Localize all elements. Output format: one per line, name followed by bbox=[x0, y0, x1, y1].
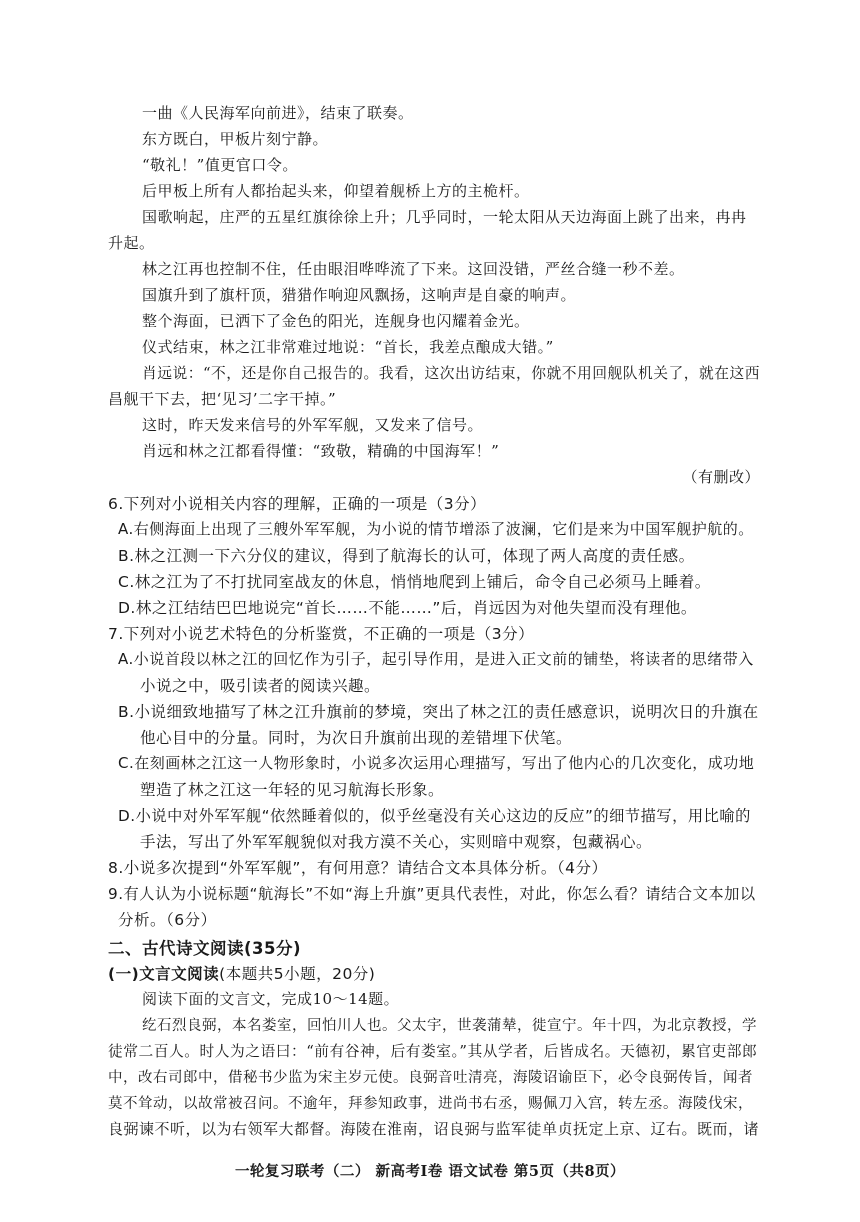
edit-note: （有删改） bbox=[682, 468, 760, 486]
question-7: 7.下列对小说艺术特色的分析鉴赏，不正确的一项是（3分） bbox=[108, 625, 535, 643]
question-7-option-a: A.小说首段以林之江的回忆作为引子，起引导作用，是进入正文前的铺垫，将读者的思绪带入 bbox=[118, 650, 754, 668]
question-7-option-d: D.小说中对外军军舰“依然睡着似的，似乎丝毫没有关心这边的反应”的细节描写，用比喻的 bbox=[118, 807, 751, 825]
reading-instruction: 阅读下面的文言文，完成10～14题。 bbox=[142, 990, 400, 1008]
question-8: 8.小说多次提到“外军军舰”，有何用意？请结合文本具体分析。（4分） bbox=[108, 859, 608, 877]
story-paragraph: 东方既白，甲板片刻宁静。 bbox=[142, 130, 329, 148]
story-paragraph: 林之江再也控制不住，任由眼泪哗哗流了下来。这回没错，严丝合缝一秒不差。 bbox=[142, 260, 685, 278]
question-7-option-b-continued: 他心目中的分量。同时，为次日升旗前出现的差错埋下伏笔。 bbox=[140, 729, 573, 747]
story-paragraph: 这时，昨天发来信号的外军军舰，又发来了信号。 bbox=[142, 416, 484, 434]
question-7-option-b: B.小说细致地描写了林之江升旗前的梦境，突出了林之江的责任感意识，说明次日的升旗在 bbox=[118, 703, 759, 721]
question-7-option-d-continued: 手法，写出了外军军舰貌似对我方漠不关心，实则暗中观察，包藏祸心。 bbox=[140, 833, 653, 851]
story-paragraph-continued: 昌舰干下去，把‘见习’二字干掉。” bbox=[108, 390, 337, 408]
story-paragraph: 肖远和林之江都看得懂：“致敬，精确的中国海军！” bbox=[142, 442, 500, 460]
story-paragraph: “敬礼！”值更官口令。 bbox=[142, 156, 298, 174]
story-paragraph: 国歌响起，庄严的五星红旗徐徐上升；几乎同时，一轮太阳从天边海面上跳了出来，冉冉 bbox=[142, 208, 747, 226]
question-6-option-d: D.林之江结结巴巴地说完“首长……不能……”后，肖远因为对他失望而没有理他。 bbox=[118, 599, 697, 617]
classical-text-line: 中，改右司郎中，借秘书少监为宋主岁元使。良弼音吐清亮，海陵诏谕臣下，必令良弼传旨，闻者 bbox=[108, 1070, 753, 1086]
story-paragraph: 国旗升到了旗杆顶，猎猎作响迎风飘扬，这响声是自豪的响声。 bbox=[142, 286, 577, 304]
subsection-heading bbox=[108, 962, 375, 984]
story-paragraph-continued: 升起。 bbox=[108, 234, 155, 252]
subsection-note: (本题共5小题，20分) bbox=[219, 965, 376, 983]
story-paragraph: 肖远说：“不，还是你自己报告的。我看，这次出访结束，你就不用回舰队机关了，就在这西 bbox=[142, 365, 761, 382]
page-footer: 一轮复习联考（二） 新高考Ⅰ卷 语文试卷 第5页（共8页） bbox=[234, 1163, 626, 1180]
question-9: 9.有人认为小说标题“航海长”不如“海上升旗”更具代表性，对此，你怎么看？请结合文本加以 bbox=[108, 885, 756, 903]
question-6-option-c: C.林之江为了不打扰同室战友的休息，悄悄地爬到上铺后，命令自己必须马上睡着。 bbox=[118, 573, 711, 591]
story-paragraph: 仪式结束，林之江非常难过地说：“首长，我差点酿成大错。” bbox=[142, 338, 554, 356]
question-7-option-a-continued: 小说之中，吸引读者的阅读兴趣。 bbox=[140, 677, 381, 695]
story-paragraph: 后甲板上所有人都抬起头来，仰望着舰桥上方的主桅杆。 bbox=[142, 182, 530, 200]
classical-text-line: 徒常二百人。时人为之语曰：“前有谷神，后有娄室。”其从学者，后皆成名。天德初，累官吏部郎 bbox=[108, 1043, 758, 1060]
question-7-option-c: C.在刻画林之江这一人物形象时，小说多次运用心理描写，写出了他内心的几次变化，成功地 bbox=[118, 754, 755, 772]
subsection-title: (一)文言文阅读 bbox=[108, 965, 220, 983]
classical-text-line: 良弼谏不听，以为右领军大都督。海陵在淮南，诏良弼与监军徒单贞抚定上京、辽右。既而，诸 bbox=[108, 1120, 760, 1138]
question-6-option-a: A.右侧海面上出现了三艘外军军舰，为小说的情节增添了波澜，它们是来为中国军舰护航的。 bbox=[118, 520, 754, 538]
question-7-option-c-continued: 塑造了林之江这一年轻的见习航海长形象。 bbox=[140, 781, 445, 799]
section-title: 二、古代诗文阅读(35分) bbox=[108, 939, 302, 958]
story-paragraph: 一曲《人民海军向前进》，结束了联奏。 bbox=[142, 104, 414, 122]
classical-text-line: 莫不耸动，以故常被召问。不逾年，拜参知政事，进尚书右丞，赐佩刀入宫，转左丞。海陵伐宋， bbox=[108, 1096, 753, 1112]
story-paragraph: 整个海面，已洒下了金色的阳光，连舰身也闪耀着金光。 bbox=[142, 312, 530, 330]
question-6: 6.下列对小说相关内容的理解，正确的一项是（3分） bbox=[108, 495, 487, 513]
question-9-continued: 分析。（6分） bbox=[118, 911, 217, 929]
classical-text-line: 纥石烈良弼，本名娄室，回怕川人也。父太宇，世袭蒲辇，徙宣宁。年十四，为北京教授，学 bbox=[142, 1018, 757, 1034]
question-6-option-b: B.林之江测一下六分仪的建议，得到了航海长的认可，体现了两人高度的责任感。 bbox=[118, 547, 695, 565]
